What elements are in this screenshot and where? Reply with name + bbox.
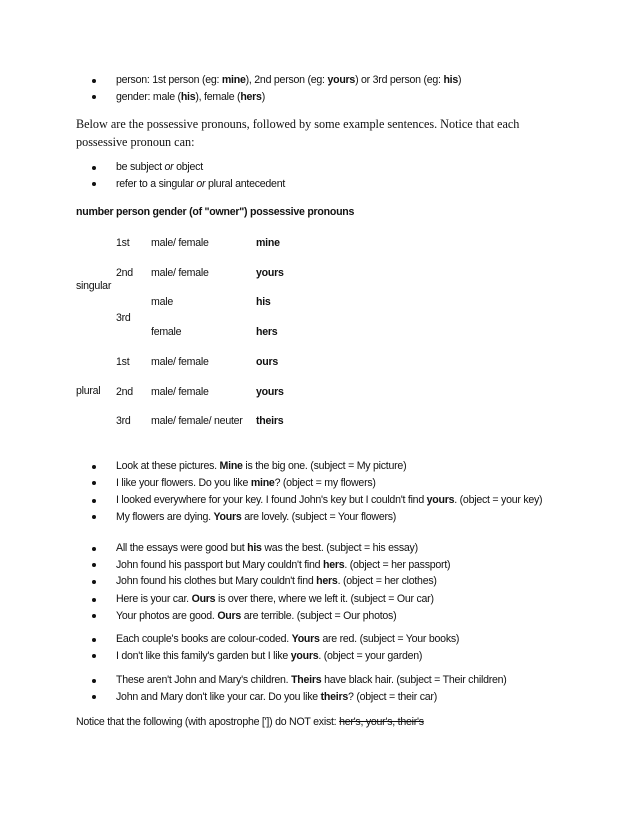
bold-text: yours	[327, 74, 356, 86]
list-item	[0, 89, 638, 106]
bold-text: Ours	[217, 609, 242, 622]
text-run: My flowers are dying.	[116, 510, 214, 523]
list-item	[0, 72, 638, 89]
bullet-icon	[92, 654, 96, 658]
text-run: Look at these pictures.	[116, 460, 220, 472]
bullet-icon	[92, 95, 96, 99]
text-run: Your photos are good.	[116, 609, 218, 622]
text-run: person: 1st person (eg:	[116, 74, 222, 86]
bold-text: yours	[290, 649, 319, 662]
bold-text: Yours	[291, 633, 320, 645]
text-run: is over there, where we left it. (subject = Our car)	[215, 593, 434, 605]
bullet-icon	[92, 499, 96, 503]
text-run: Each couple's books are colour-coded.	[116, 633, 292, 645]
list-item	[0, 631, 638, 648]
table-cell-person: 3rd	[116, 415, 131, 427]
bullet-icon	[92, 182, 96, 186]
table-cell-gender: male/ female	[151, 356, 209, 368]
list-item	[0, 672, 638, 689]
bold-text: hers	[316, 575, 338, 587]
italic-text: or	[164, 161, 174, 173]
bold-text: Theirs	[291, 674, 322, 686]
example-group	[0, 631, 638, 664]
italic-text: or	[196, 177, 206, 190]
bullet-icon	[92, 563, 96, 567]
text-run: are terrible. (subject = Our photos)	[241, 609, 397, 622]
text-run: object	[173, 161, 203, 173]
intro-paragraph: Below are the possessive pronouns, followed by some example sentences. Notice that each possessive pronoun can:	[76, 117, 520, 149]
bullet-icon	[92, 465, 96, 469]
text-run: ), 2nd person (eg:	[245, 74, 328, 86]
table-cell-person: 1st	[116, 356, 130, 368]
bullet-icon	[92, 614, 96, 618]
footer-note-struck: her's, your's, their's	[339, 716, 424, 728]
text-run: was the best. (subject = his essay)	[261, 542, 418, 554]
bold-text: mine	[221, 74, 246, 86]
example-group	[0, 672, 638, 705]
list-item	[0, 458, 638, 475]
list-item	[0, 591, 638, 608]
capability-bullet-list	[0, 159, 638, 192]
list-item	[0, 475, 638, 492]
table-cell-gender: male/ female/ neuter	[151, 415, 243, 427]
list-item	[0, 159, 638, 176]
bullet-icon	[92, 515, 96, 519]
table-cell-pronoun: mine	[256, 237, 280, 249]
table-cell-gender: male	[151, 296, 173, 308]
list-item	[0, 648, 638, 665]
bullet-icon	[92, 481, 96, 485]
bullet-icon	[92, 580, 96, 584]
list-item	[0, 492, 638, 509]
list-item	[0, 176, 638, 193]
bullet-icon	[92, 695, 96, 699]
text-run: have black hair. (subject = Their children)	[321, 674, 507, 686]
list-item	[0, 557, 638, 574]
table-cell-pronoun: yours	[256, 267, 284, 279]
bullet-icon	[92, 166, 96, 170]
list-item	[0, 540, 638, 557]
bold-text: theirs	[320, 690, 348, 703]
example-group	[0, 492, 638, 525]
table-cell-pronoun: theirs	[256, 415, 284, 427]
bullet-icon	[92, 679, 96, 683]
text-run: I like your flowers. Do you like	[116, 476, 251, 489]
number-label-plural: plural	[76, 385, 101, 397]
text-run: ) or 3rd person (eg:	[355, 74, 444, 86]
bold-text: his	[443, 74, 458, 86]
text-run: John and Mary don't like your car. Do you like	[116, 690, 321, 703]
list-item	[0, 573, 638, 590]
text-run: be subject	[116, 161, 165, 173]
bold-text: hers	[322, 558, 345, 571]
example-group	[0, 540, 638, 590]
table-cell-person: 3rd	[116, 312, 131, 324]
table-cell-pronoun: ours	[256, 356, 278, 368]
bold-text: Mine	[219, 460, 243, 472]
text-run: plural antecedent	[205, 177, 286, 190]
text-run: These aren't John and Mary's children.	[116, 674, 292, 686]
example-group	[0, 591, 638, 624]
table-cell-pronoun: hers	[256, 326, 278, 338]
list-item	[0, 509, 638, 526]
bold-text: yours	[426, 494, 455, 506]
bold-text: Ours	[191, 593, 216, 605]
text-run: . (object = your key)	[454, 494, 543, 506]
bold-text: Yours	[213, 510, 242, 523]
bold-text: mine	[250, 476, 275, 489]
bullet-icon	[92, 638, 96, 642]
text-run: John found his passport but Mary couldn't find	[116, 558, 323, 571]
text-run: John found his clothes but Mary couldn't find	[116, 575, 317, 587]
text-run: I looked everywhere for your key. I found John's key but I couldn't find	[116, 494, 427, 506]
text-run: gender: male (	[116, 90, 181, 103]
text-run: ), female (	[195, 90, 241, 103]
table-cell-person: 2nd	[116, 386, 133, 398]
text-run: I don't like this family's garden but I like	[116, 649, 291, 662]
table-cell-pronoun: his	[256, 296, 271, 308]
table-cell-pronoun: yours	[256, 386, 284, 398]
text-run: . (object = her clothes)	[337, 575, 437, 587]
bold-text: hers	[240, 90, 262, 103]
text-run: ? (object = their car)	[347, 690, 437, 703]
bullet-icon	[92, 79, 96, 83]
table-cell-gender: male/ female	[151, 386, 209, 398]
table-cell-person: 2nd	[116, 267, 133, 279]
bold-text: his	[247, 542, 262, 554]
text-run: . (object = your garden)	[318, 649, 423, 662]
number-label-singular: singular	[76, 280, 112, 292]
table-header: number person gender (of "owner") possessive pronouns	[76, 206, 355, 218]
text-run: ? (object = my flowers)	[274, 476, 376, 489]
footer-note-text: Notice that the following (with apostrophe [']) do NOT exist:	[76, 716, 340, 728]
list-item	[0, 689, 638, 706]
example-group	[0, 458, 638, 491]
text-run: refer to a singular	[116, 177, 197, 190]
table-cell-gender: female	[151, 326, 182, 338]
table-cell-person: 1st	[116, 237, 130, 249]
table-cell-gender: male/ female	[151, 267, 209, 279]
text-run: are red. (subject = Your books)	[319, 633, 460, 645]
text-run: are lovely. (subject = Your flowers)	[241, 510, 397, 523]
footer-note	[76, 715, 424, 729]
bold-text: his	[180, 90, 196, 103]
list-item	[0, 608, 638, 625]
text-run: is the big one. (subject = My picture)	[242, 460, 407, 472]
bullet-icon	[92, 598, 96, 602]
text-run: All the essays were good but	[116, 542, 248, 554]
bullet-icon	[92, 547, 96, 551]
table-cell-gender: male/ female	[151, 237, 209, 249]
text-run: Here is your car.	[116, 593, 192, 605]
text-run: )	[261, 90, 265, 103]
usage-bullet-list	[0, 72, 638, 105]
text-run: . (object = her passport)	[344, 558, 451, 571]
text-run: )	[458, 74, 462, 86]
